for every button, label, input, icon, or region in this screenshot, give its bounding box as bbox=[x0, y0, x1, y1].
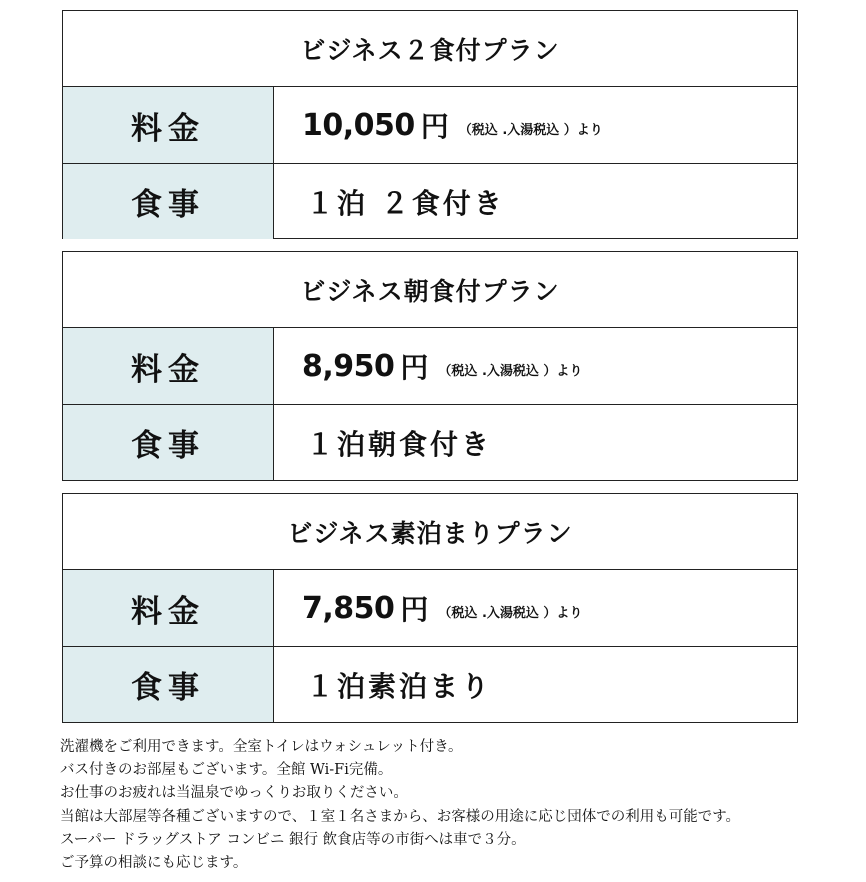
yen-unit: 円 bbox=[420, 110, 449, 143]
price-value bbox=[274, 328, 797, 404]
price-value bbox=[274, 570, 797, 646]
tax-note: （税込 .入湯税込 ）より bbox=[438, 605, 583, 621]
note-line: 洗濯機をご利用できます。全室トイレはウォシュレット付き。 bbox=[60, 739, 463, 755]
meal-row bbox=[63, 404, 797, 480]
meal-text: １泊素泊まり bbox=[306, 669, 493, 703]
price-row bbox=[63, 570, 797, 646]
price-value bbox=[274, 87, 797, 163]
yen-unit: 円 bbox=[400, 351, 429, 384]
meal-text: １泊 ２食付き bbox=[306, 186, 505, 220]
meal-label: 食事 bbox=[63, 647, 274, 722]
meal-value bbox=[274, 405, 797, 480]
plan-title: ビジネス素泊まりプラン bbox=[63, 494, 797, 570]
meal-label: 食事 bbox=[63, 405, 274, 480]
meal-value bbox=[274, 164, 797, 239]
price-label: 料金 bbox=[63, 87, 274, 163]
note-line: お仕事のお疲れは当温泉でゆっくりお取りください。 bbox=[60, 785, 408, 802]
meal-row bbox=[63, 646, 797, 722]
note-line: ご予算の相談にも応じます。 bbox=[60, 855, 248, 872]
price-label: 料金 bbox=[63, 328, 274, 404]
tax-note: （税込 .入湯税込 ）より bbox=[458, 122, 603, 138]
meal-text: １泊朝食付き bbox=[306, 427, 493, 461]
plan-card-room-only bbox=[62, 493, 798, 723]
price-amount: 7,850 bbox=[302, 590, 395, 626]
price-amount: 8,950 bbox=[302, 348, 395, 384]
meal-label: 食事 bbox=[63, 164, 274, 239]
note-line: スーパー ドラッグストア コンビニ 銀行 飲食店等の市街へは車で３分。 bbox=[60, 831, 526, 848]
price-label: 料金 bbox=[63, 570, 274, 646]
yen-unit: 円 bbox=[400, 593, 429, 626]
plan-card-two-meals bbox=[62, 10, 798, 239]
plan-card-breakfast bbox=[62, 251, 798, 481]
notes-section bbox=[60, 736, 860, 875]
tax-note: （税込 .入湯税込 ）より bbox=[438, 363, 583, 379]
meal-value bbox=[274, 647, 797, 722]
price-row bbox=[63, 328, 797, 404]
price-row bbox=[63, 87, 797, 163]
note-line: 当館は大部屋等各種ございますので、１室１名さまから、お客様の用途に応じ団体での利用も可能です。 bbox=[60, 808, 741, 825]
price-amount: 10,050 bbox=[302, 107, 415, 143]
plan-title: ビジネス朝食付プラン bbox=[63, 252, 797, 328]
meal-row bbox=[63, 163, 797, 239]
plan-title: ビジネス２食付プラン bbox=[63, 11, 797, 87]
note-line: バス付きのお部屋もございます。全館 Wi-Fi完備。 bbox=[60, 762, 393, 779]
